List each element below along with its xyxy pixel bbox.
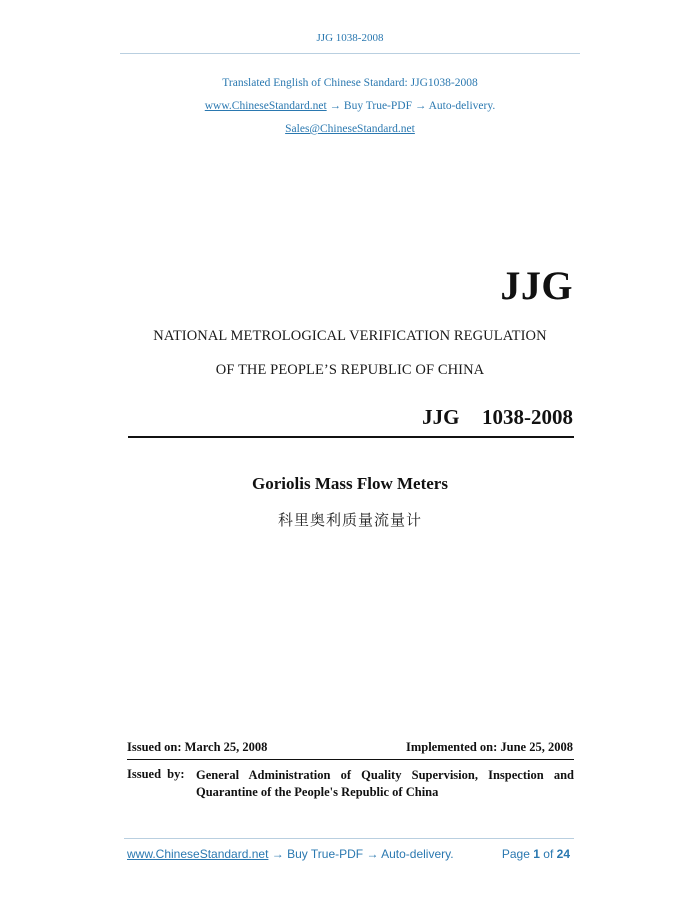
- running-header: JJG 1038-2008: [316, 32, 384, 44]
- issued-on-date: Issued on: March 25, 2008: [127, 740, 268, 754]
- page-total: 24: [556, 847, 570, 861]
- issue-divider: [127, 759, 574, 760]
- footer-purchase-line: [127, 847, 454, 861]
- page-indicator: [502, 847, 570, 861]
- footer-divider: [124, 838, 574, 839]
- header-divider: [120, 53, 580, 54]
- issuing-authority-line-2: Quarantine of the People's Republic of China: [196, 785, 439, 799]
- issuing-authority: [196, 767, 574, 801]
- footer-site-link[interactable]: www.ChineseStandard.net: [127, 847, 269, 861]
- document-title-chinese: 科里奥利质量流量计: [277, 511, 422, 529]
- title-divider: [128, 436, 574, 438]
- regulation-title-line-1: NATIONAL METROLOGICAL VERIFICATION REGULATION: [153, 328, 547, 344]
- page-label: Page: [501, 847, 530, 861]
- implemented-on-date: Implemented on: June 25, 2008: [405, 740, 573, 754]
- translation-notice: Translated English of Chinese Standard: JJG1038-2008: [222, 77, 478, 89]
- document-title: Goriolis Mass Flow Meters: [252, 474, 448, 493]
- series-mark: JJG: [500, 263, 573, 308]
- regulation-title-line-2: OF THE PEOPLE’S REPUBLIC OF CHINA: [215, 362, 485, 378]
- purchase-text: → Buy True-PDF → Auto-delivery.: [326, 100, 496, 112]
- of-label: of: [543, 847, 554, 861]
- issued-by-label: Issued by:: [127, 767, 185, 781]
- issuing-authority-line-1: General Administration of Quality Supervision, Inspection and: [196, 768, 574, 782]
- email-link[interactable]: Sales@ChineseStandard.net: [285, 123, 415, 135]
- page-number: 1: [533, 847, 540, 861]
- purchase-line: [0, 100, 700, 112]
- email-line: [0, 123, 700, 135]
- footer-purchase-text: → Buy True-PDF → Auto-delivery.: [268, 847, 454, 861]
- standard-number: JJG 1038-2008: [422, 405, 573, 429]
- site-link[interactable]: www.ChineseStandard.net: [204, 100, 327, 112]
